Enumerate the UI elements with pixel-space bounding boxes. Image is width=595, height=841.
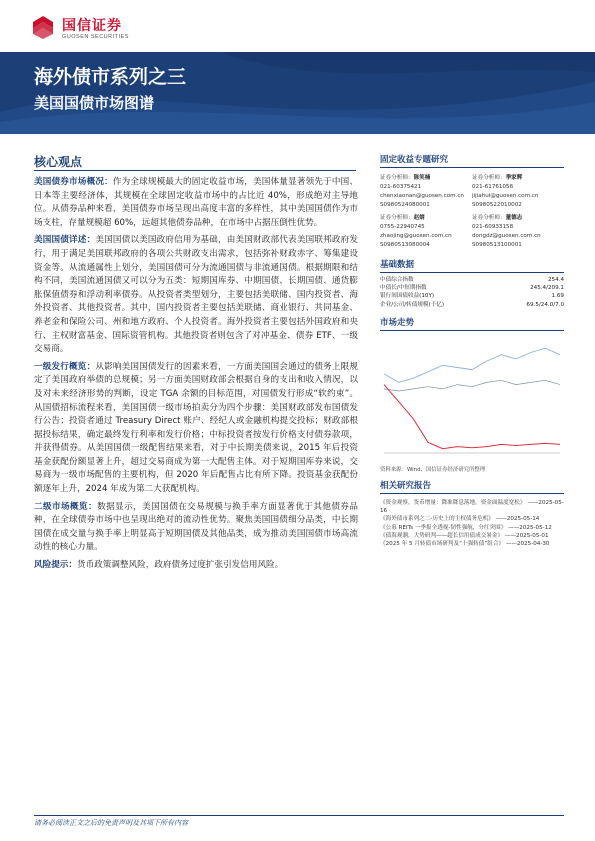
guosen-logo-icon — [30, 14, 56, 40]
paragraph-lead: 美国国债详述： — [34, 235, 96, 246]
analyst-card — [380, 174, 472, 210]
related-reports-list — [380, 499, 564, 549]
basic-data-row — [380, 276, 564, 284]
basic-data-label: 中债综合指数 — [380, 277, 414, 283]
sidebar — [380, 153, 564, 549]
chart-series-line-2 — [384, 380, 560, 391]
analyst-license: S0980524080001 — [380, 202, 430, 208]
market-trend-svg — [380, 335, 564, 463]
analyst-role: 证券分析师： — [472, 215, 506, 221]
related-report-item[interactable]: 《公募 REITs 一季报全透视-韧性强航，分红突围》 ——2025-05-12 — [380, 524, 552, 531]
paragraph-lead: 二级市场概览： — [34, 501, 98, 512]
analyst-license: S0980522010002 — [472, 202, 522, 208]
chart-series-line-1 — [384, 348, 560, 382]
brand-name-en: GUOSEN SECURITIES — [62, 34, 129, 40]
paragraph-secondary-market — [34, 501, 358, 555]
research-type-heading: 固定收益专题研究 — [380, 153, 564, 168]
analyst-email[interactable]: chenxiaonan@guosen.com.cn — [380, 193, 464, 199]
report-series-title: 海外债市系列之三 — [34, 66, 187, 88]
paragraph-lead: 风险提示： — [34, 560, 77, 571]
paragraph-text: 美国国债以美国政府信用为基础，由美国财政部代表美国联邦政府发行，用于满足美国联邦政府的各项公共财政支出需求，包括弥补财政赤字、筹集建设资金等。从流通属性上划分，美国国债可分为流通国债与非流通国债。根据期限和结构不同，美国流通国债又可以分为五类：短期国库券、中期国债、长期国债、通货膨胀保值债券和浮动利率债券。从投资者类型划分，主要包括美联储、国内投资者、海外投资者、其他投资者。其中，国内投资者主要包括美联储、商业银行、共同基金、养老金和保险公司、州和地方政府、个人投资者。海外投资者主要包括外国政府和央行、主权财富基金、国际资管机构。其他投资者则包含了对冲基金、债券 ETF、一级交易商。 — [34, 235, 358, 355]
paragraph-primary-issuance — [34, 361, 358, 497]
paragraph-risk-warning — [34, 559, 358, 573]
footer-divider — [34, 815, 564, 816]
analyst-email[interactable]: jijiahui@guosen.com.cn — [472, 193, 539, 199]
related-report-item[interactable]: 《债海观潮，大势研判——超长信用债成交暑金》 ——2025-05-01 — [380, 533, 549, 539]
report-title: 美国国债市场图谱 — [34, 94, 155, 112]
analyst-name: 季家辉 — [505, 175, 523, 181]
basic-data-row — [380, 301, 564, 309]
basic-data-value: 1.69 — [551, 293, 564, 300]
basic-data-row — [380, 292, 564, 300]
analyst-name: 董德志 — [505, 215, 523, 221]
footer-disclaimer: 请务必阅读正文之后的免责声明及其项下所有内容 — [34, 819, 188, 827]
analyst-phone: 0755-22940745 — [380, 224, 425, 230]
paragraph-text: 从影响美国国债发行的因素来看，一方面美国国会通过的债务上限规定了美国政府举债的总规模；另一方面美国财政部会根据自身的支出和收入情况，以及对未来经济形势的判断，设定 TGA 余额的目标范围，对国债发行形成“软约束”。从国债招标流程来看，美国国债一级市场拍卖分为四个步骤：美国财政部发布国债发行公告；投资者通过 Treasury Direct 账户、经纪人或金融机构提交投标；财政部根据投标结果，确定最终发行利率和发行价格；中标投资者按发行价格支付债券款项，并获得债券。从美国国债一级配售结果来看，对于中长期美债来说，2015 年后投资基金获配份额显著上升，超过交易商成为第一大配售主体。对于短期国库券来说，交易商为一级市场配售的主要机构，但 2020 年后配售占比有所下降。投资基金获配份额逐年上升，2024 年成为第二大获配机构。 — [34, 361, 358, 495]
basic-data-label: 银行间国债收益(10Y) — [380, 293, 435, 300]
analyst-phone: 021-60375421 — [380, 184, 422, 190]
core-view-heading: 核心观点 — [34, 155, 83, 169]
paragraph-text: 作为全球规模最大的固定收益市场，美国体量显著领先于中国、日本等主要经济体，其规模在全球固定收益市场中的占比近 40%，形成绝对主导地位。从债券品种来看，美国债券市场呈现出高度丰富的多样性，其中美国国债作为市场支柱，存量规模超 60%，远超其他债券品种，在市场中占据压倒性优势。 — [34, 177, 358, 228]
paragraph-market-overview — [34, 176, 358, 230]
analyst-card — [472, 174, 564, 210]
related-report-item[interactable]: 《2025 年 5 月转债市场研判及“十强转债”组合》 ——2025-04-30 — [380, 541, 550, 548]
related-reports-heading: 相关研究报告 — [380, 479, 564, 494]
paragraph-lead: 一级发行概览： — [34, 361, 96, 372]
analyst-role: 证券分析师： — [472, 175, 506, 181]
basic-data-value: 69.5/24.0/7.0 — [526, 301, 564, 308]
core-view-body — [34, 176, 358, 577]
analyst-name: 赵婧 — [413, 215, 425, 221]
chart-series-line-3 — [384, 384, 560, 448]
analyst-role: 证券分析师： — [380, 215, 414, 221]
chart-source-note: 资料来源：Wind、国信证券经济研究所整理 — [380, 466, 486, 473]
title-banner — [0, 52, 595, 134]
analyst-name: 陈笑楠 — [413, 175, 431, 181]
market-trend-chart — [380, 335, 564, 463]
basic-data-value: 245.4/209.1 — [530, 285, 564, 292]
analyst-email[interactable]: zhaojing@guosen.com.cn — [380, 233, 452, 239]
analyst-list — [380, 174, 564, 254]
analyst-license: S0980513100001 — [472, 242, 522, 248]
brand-name-cn: 国信证券 — [62, 18, 122, 34]
basic-data-value: 254.4 — [547, 277, 564, 283]
analyst-license: S0980513080004 — [380, 242, 430, 248]
related-report-item[interactable]: 《资金观察，货币增量：降准降息落地，资金面温度宽松》 ——2025-05-16 — [380, 499, 564, 515]
core-view-divider — [34, 170, 356, 171]
basic-data-table — [380, 276, 564, 309]
paragraph-text: 货币政策调整风险，政府债务过度扩张引发信用风险。 — [76, 560, 284, 571]
paragraph-treasury-detail — [34, 234, 358, 356]
analyst-phone: 021-60933158 — [472, 224, 514, 230]
brand-logo — [30, 12, 170, 46]
analyst-role: 证券分析师： — [380, 175, 414, 181]
analyst-email[interactable]: dongdz@guosen.com.cn — [472, 233, 541, 239]
basic-data-label: 中债长/中短期指数 — [380, 285, 427, 292]
analyst-card — [472, 214, 564, 250]
basic-data-row — [380, 284, 564, 292]
analyst-phone: 021-61761056 — [472, 184, 514, 190]
market-trend-heading: 市场走势 — [380, 316, 564, 331]
paragraph-text: 数据显示，美国国债在交易规模与换手率方面显著优于其他债券品种，在全球债券市场中也呈现出绝对的流动性优势。聚焦美国国债细分品类，中长期国债在成交量与换手率上明显高于短期国债及其他品类，成为推动美国国债市场高流动性的核心力量。 — [34, 501, 358, 553]
paragraph-lead: 美国债券市场概况： — [34, 177, 113, 187]
analyst-card — [380, 214, 472, 250]
basic-data-label: 企业/公司/转债规模(千亿) — [380, 301, 445, 308]
basic-data-heading: 基础数据 — [380, 258, 564, 273]
related-report-item[interactable]: 《海外债市系列之二-历史上的主权债务危机》 ——2025-05-14 — [380, 516, 540, 523]
